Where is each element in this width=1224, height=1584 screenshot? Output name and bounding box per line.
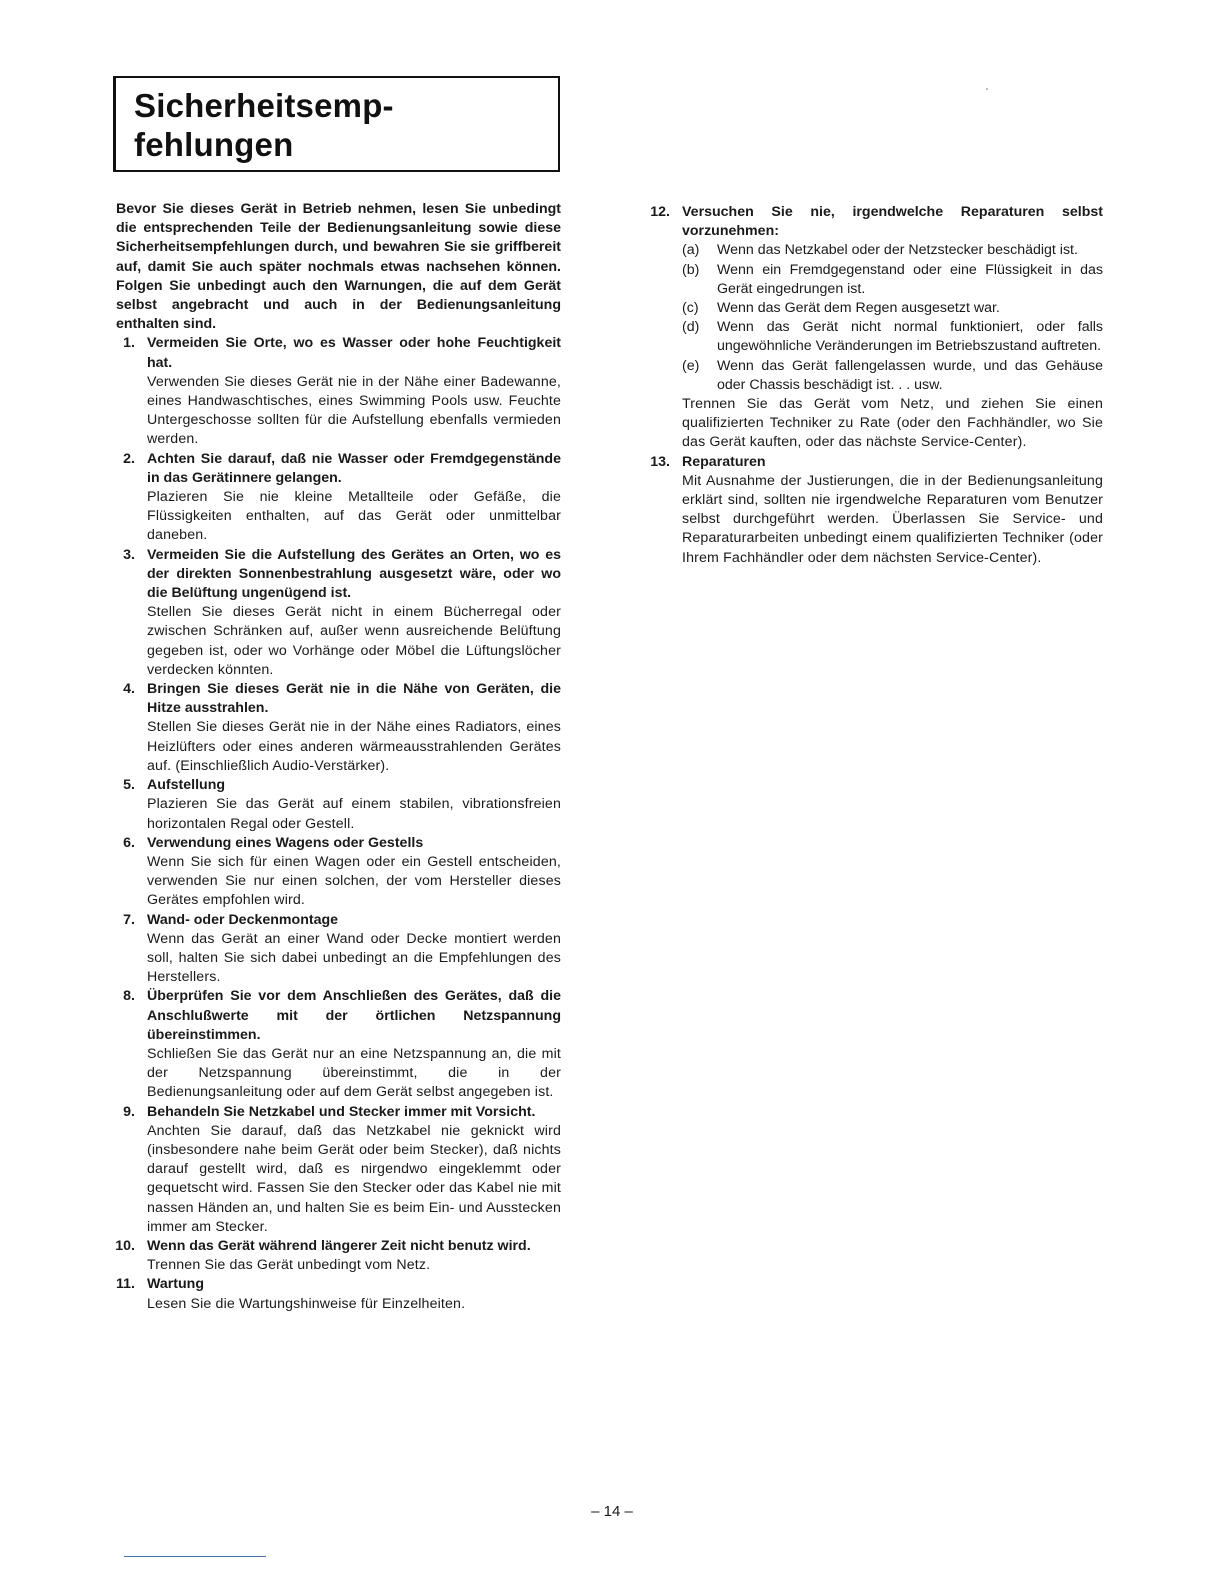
safety-item-12 (651, 203, 1103, 453)
item-number: 7. (123, 911, 135, 928)
safety-item-10 (116, 1237, 561, 1275)
item-heading: Wand- oder Deckenmontage (147, 911, 339, 928)
sub-item-label: (e) (682, 357, 700, 374)
item-heading: Vermeiden Sie Orte, wo es Wasser oder hohe Feuchtigkeit hat. (147, 335, 561, 371)
item-heading: Reparaturen (682, 453, 766, 470)
item-body: Wenn das Gerät an einer Wand oder Decke montiert werden soll, halten Sie sich dabei unbedingt an die Empfehlungen des Herstellers. (147, 930, 561, 986)
title-line-1: Sicherheitsemp- (134, 87, 394, 124)
sub-item-text: Wenn das Gerät dem Regen ausgesetzt war. (717, 300, 1000, 317)
footer-rule (124, 1556, 266, 1557)
scan-speck (986, 88, 988, 90)
sub-item-text: Wenn das Netzkabel oder der Netzstecker beschädigt ist. (717, 242, 1078, 259)
item-body: Stellen Sie dieses Gerät nie in der Nähe eines Radiators, eines Heizlüfters oder eines anderen wärmeausstrahlenden Gerätes auf. (Einschließlich Audio-Verstärker). (147, 719, 561, 774)
intro-paragraph: Bevor Sie dieses Gerät in Betrieb nehmen, lesen Sie unbedingt die entsprechenden Teile der Bedienungsanleitung sowie diese Sicherheitsempfehlungen durch, und bewahren Sie sie griffbereit auf, damit Sie auch später nochmals etwas nachsehen können. Folgen Sie unbedingt auch den Warnungen, die auf dem Gerät selbst angebracht und auch in der Bedienungsanleitung enthalten sind. (116, 201, 561, 333)
title-box (113, 76, 560, 172)
sub-item-b (682, 261, 1103, 299)
item-heading: Verwendung eines Wagens oder Gestells (147, 834, 424, 851)
sub-item-label: (c) (682, 300, 699, 317)
item-heading: Achten Sie darauf, daß nie Wasser oder Fremdgegenstände in das Gerätinnere gelangen. (147, 450, 561, 486)
safety-item-3 (116, 546, 561, 680)
item-number: 6. (123, 834, 135, 851)
sub-item-label: (b) (682, 261, 700, 278)
item-heading: Wartung (147, 1276, 204, 1293)
safety-item-1 (116, 334, 561, 449)
item-number: 8. (123, 988, 135, 1005)
sub-item-e (682, 357, 1103, 395)
item-body: Mit Ausnahme der Justierungen, die in der Bedienungsanleitung erklärt sind, sollten nie irgendwelche Reparaturen vom Benutzer selbst durchgeführt werden. Überlassen Sie Service- und Reparaturarbeiten unbedingt einem qualifizierten Techniker (oder Ihrem Fachhändler oder dem nächsten Service-Center). (682, 472, 1103, 566)
item-number: 2. (123, 450, 135, 467)
sub-item-d (682, 318, 1103, 356)
item-number: 13. (650, 453, 670, 470)
safety-item-6 (116, 834, 561, 911)
item-body: Anchten Sie darauf, daß das Netzkabel nie geknickt wird (insbesondere nahe beim Gerät oder beim Stecker), daß nichts darauf gestellt wird, daß es nirgendwo eingeklemmt oder gequetscht wird. Fassen Sie den Stecker oder das Kabel nie mit nassen Händen an, und halten Sie es beim Ein- und Ausstecken immer am Stecker. (147, 1122, 561, 1235)
item-heading: Vermeiden Sie die Aufstellung des Gerätes an Orten, wo es der direkten Sonnenbestrahlung ausgesetzt wäre, oder wo die Belüftung ungenügend ist. (147, 546, 561, 602)
safety-item-5 (116, 776, 561, 834)
item-body: Schließen Sie das Gerät nur an eine Netzspannung an, die mit der Netzspannung übereinstimmt, die in der Bedienungsanleitung oder auf dem Gerät selbst angegeben ist. (147, 1045, 561, 1101)
item-number: 5. (123, 777, 135, 794)
right-column (651, 203, 1103, 568)
safety-item-8 (116, 987, 561, 1102)
safety-item-7 (116, 911, 561, 988)
item-body: Lesen Sie die Wartungshinweise für Einzelheiten. (147, 1295, 466, 1312)
page-title (134, 86, 394, 164)
left-column (116, 200, 561, 1314)
sub-item-c (682, 299, 1103, 318)
item-number: 10. (115, 1237, 135, 1254)
item-number: 4. (123, 681, 135, 698)
item-number: 11. (116, 1276, 135, 1293)
safety-item-13 (651, 453, 1103, 568)
item-heading: Bringen Sie dieses Gerät nie in die Nähe von Geräten, die Hitze ausstrahlen. (147, 681, 561, 717)
item-body: Wenn Sie sich für einen Wagen oder ein Gestell entscheiden, verwenden Sie nur einen solchen, der vom Hersteller dieses Gerätes empfohlen wird. (147, 853, 561, 909)
safety-item-4 (116, 680, 561, 776)
sub-item-text: Wenn das Gerät fallengelassen wurde, und das Gehäuse oder Chassis beschädigt ist. . . usw. (717, 357, 1103, 393)
item-number: 9. (123, 1103, 135, 1120)
item-heading: Überprüfen Sie vor dem Anschließen des Gerätes, daß die Anschlußwerte mit der örtlichen Netzspannung übereinstimmen. (147, 988, 561, 1043)
sub-item-label: (a) (682, 242, 700, 259)
item-body: Plazieren Sie das Gerät auf einem stabilen, vibrationsfreien horizontalen Regal oder Gestell. (147, 796, 561, 832)
sub-item-a (682, 241, 1103, 260)
item-body: Verwenden Sie dieses Gerät nie in der Nähe einer Badewanne, eines Handwaschtisches, eines Swimming Pools usw. Feuchte Untergeschosse sollten für die Aufstellung ebenfalls vermieden werden. (147, 373, 561, 448)
item-number: 1. (123, 335, 135, 352)
item-body: Trennen Sie das Gerät unbedingt vom Netz. (147, 1257, 431, 1274)
item-heading: Behandeln Sie Netzkabel und Stecker immer mit Vorsicht. (147, 1103, 536, 1120)
sub-item-text: Wenn das Gerät nicht normal funktioniert, oder falls ungewöhnliche Veränderungen im Betriebszustand auftreten. (717, 319, 1103, 355)
item-heading: Aufstellung (147, 777, 226, 794)
sub-item-text: Wenn ein Fremdgegenstand oder eine Flüssigkeit in das Gerät eingedrungen ist. (717, 261, 1103, 297)
safety-item-2 (116, 450, 561, 546)
item-heading: Versuchen Sie nie, irgendwelche Reparaturen selbst vorzunehmen: (682, 204, 1103, 240)
item-number: 3. (123, 546, 135, 563)
safety-item-9 (116, 1103, 561, 1237)
sub-item-label: (d) (682, 319, 700, 336)
item-body: Trennen Sie das Gerät vom Netz, und ziehen Sie einen qualifizierten Techniker zu Rate (oder den Fachhändler, wo Sie das Gerät kauften, oder das nächste Service-Center). (682, 396, 1103, 451)
item-number: 12. (650, 204, 670, 220)
safety-item-11 (116, 1275, 561, 1313)
item-body: Stellen Sie dieses Gerät nicht in einem Bücherregal oder zwischen Schränken auf, außer wenn ausreichende Belüftung gegeben ist, oder wo Vorhänge oder Möbel die Lüftungslöcher verdecken könnten. (147, 604, 561, 678)
title-line-2: fehlungen (134, 126, 294, 163)
item-heading: Wenn das Gerät während längerer Zeit nicht benutz wird. (147, 1237, 531, 1254)
item-body: Plazieren Sie nie kleine Metallteile oder Gefäße, die Flüssigkeiten enthalten, auf das Gerät oder unmittelbar daneben. (147, 489, 561, 544)
page-number: – 14 – (591, 1503, 633, 1520)
